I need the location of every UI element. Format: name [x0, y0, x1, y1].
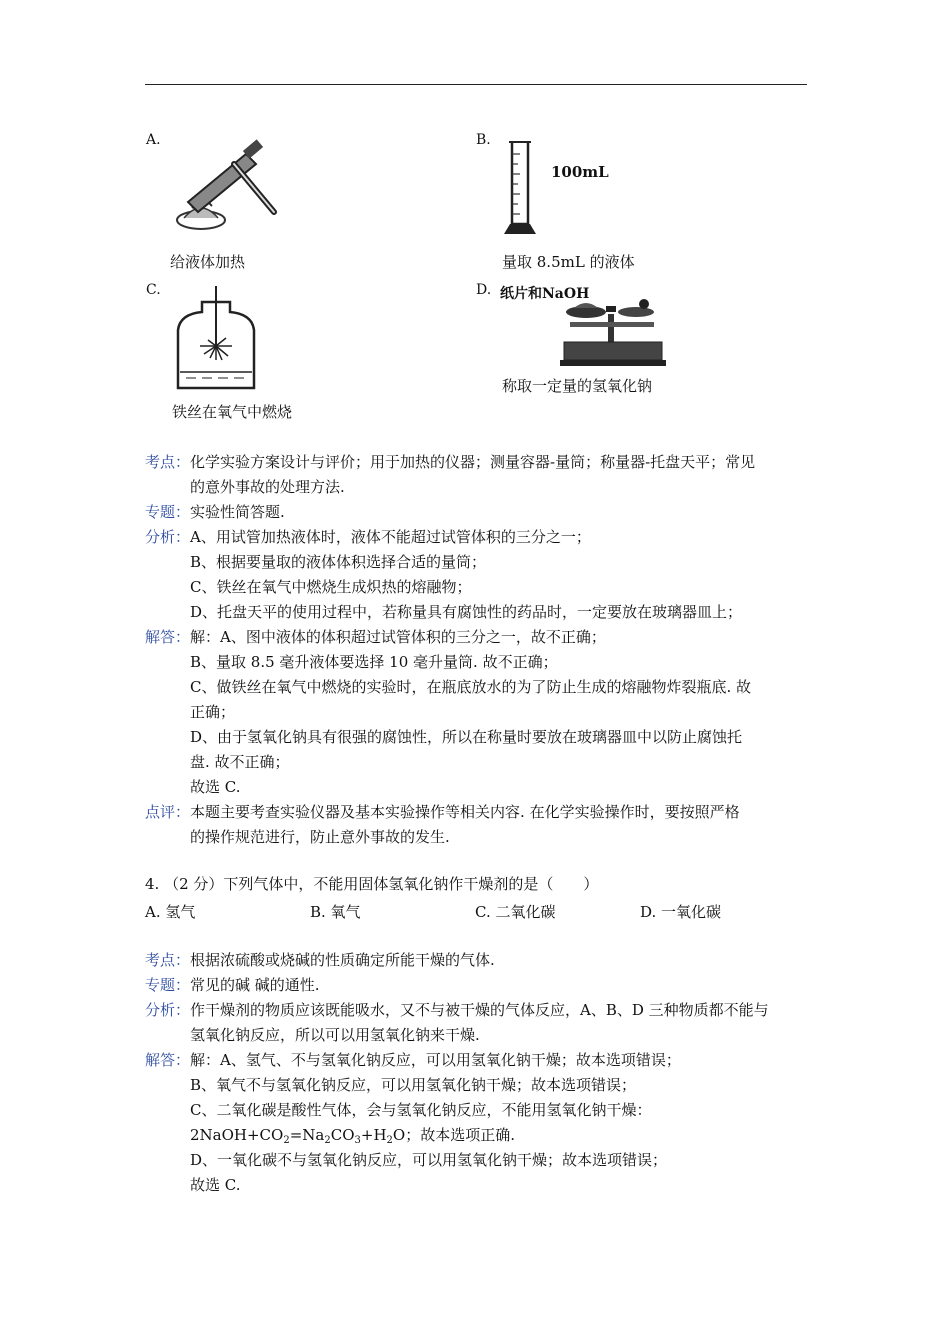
- option-d-letter: D.: [476, 282, 492, 298]
- q3-fenxi-line-1: 分析：A、用试管加热液体时，液体不能超过试管体积的三分之一；: [145, 528, 591, 546]
- graduated-cylinder-illustration: [500, 138, 610, 242]
- q3-dianping-line-1: 点评：本题主要考查实验仪器及基本实验操作等相关内容. 在化学实验操作时，要按照严格: [145, 803, 740, 821]
- iron-wire-burning-bottle-illustration: [172, 284, 272, 392]
- q4-option-c: C. 二氧化碳: [475, 903, 556, 921]
- q4-jieda-line-3: C、二氧化碳是酸性气体，会与氢氧化钠反应，不能用氢氧化钠干燥：: [190, 1101, 652, 1119]
- option-a-caption: 给液体加热: [170, 253, 246, 271]
- paper-naoh-label: 纸片和NaOH: [500, 286, 590, 302]
- option-b-letter: B.: [476, 132, 491, 148]
- q3-jieda-line-7: 故选 C.: [190, 778, 241, 796]
- q4-stem: 4. （2 分）下列气体中，不能用固体氢氧化钠作干燥剂的是（ ）: [145, 875, 599, 893]
- q4-fenxi-tag: 分析: [145, 1001, 176, 1019]
- option-c-caption: 铁丝在氧气中燃烧: [172, 403, 293, 421]
- q4-jieda-line-1: 解答：解：A、氢气、不与氢氧化钠反应，可以用氢氧化钠干燥；故本选项错误；: [145, 1051, 681, 1069]
- q4-option-d: D. 一氧化碳: [640, 903, 722, 921]
- q3-fenxi-line-3: C、铁丝在氧气中燃烧生成炽热的熔融物；: [190, 578, 472, 596]
- option-b-caption: 量取 8.5mL 的液体: [502, 253, 635, 271]
- cylinder-capacity-label: 100mL: [551, 163, 609, 181]
- q4-fenxi-line-1: 分析：作干燥剂的物质应该既能吸水，又不与被干燥的气体反应，A、B、D 三种物质都不能与: [145, 1001, 769, 1019]
- q3-dianping-line-2: 的操作规范进行，防止意外事故的发生.: [190, 828, 450, 846]
- q4-option-b: B. 氧气: [310, 903, 361, 921]
- q3-kaodian-tag: 考点: [145, 453, 176, 471]
- q3-zhuanti-tag: 专题: [145, 503, 176, 521]
- q3-kaodian-line-2: 的意外事故的处理方法.: [190, 478, 345, 496]
- q4-kaodian-tag: 考点: [145, 951, 176, 969]
- q3-zhuanti-line: 专题：实验性简答题.: [145, 503, 285, 521]
- q4-chemical-equation: $2NaOH+CO_2=Na_2CO_3+H_2O$；故本选项正确.: [190, 1126, 515, 1146]
- header-rule: [145, 84, 807, 85]
- heating-test-tube-illustration: [168, 138, 308, 238]
- q4-kaodian-line: 考点：根据浓硫酸或烧碱的性质确定所能干燥的气体.: [145, 951, 495, 969]
- q3-fenxi-line-4: D、托盘天平的使用过程中，若称量具有腐蚀性的药品时，一定要放在玻璃器皿上；: [190, 603, 743, 621]
- q3-jieda-line-3: C、做铁丝在氧气中燃烧的实验时，在瓶底放水的为了防止生成的熔融物炸裂瓶底. 故: [190, 678, 752, 696]
- q3-jieda-line-2: B、量取 8.5 毫升液体要选择 10 毫升量筒. 故不正确；: [190, 653, 558, 671]
- q4-zhuanti-line: 专题：常见的碱 碱的通性.: [145, 976, 320, 994]
- q4-fenxi-line-2: 氢氧化钠反应，所以可以用氢氧化钠来干燥.: [190, 1026, 480, 1044]
- q3-kaodian-line-1: 考点：化学实验方案设计与评价；用于加热的仪器；测量容器-量筒；称量器-托盘天平；常见: [145, 453, 756, 471]
- q4-jieda-tag: 解答: [145, 1051, 176, 1069]
- option-c-letter: C.: [146, 282, 161, 298]
- q3-jieda-line-6: 盘. 故不正确；: [190, 753, 290, 771]
- option-d-caption: 称取一定量的氢氧化钠: [502, 377, 653, 395]
- q3-dianping-tag: 点评: [145, 803, 176, 821]
- q4-option-a: A. 氢气: [145, 903, 196, 921]
- balance-scale-illustration: [560, 296, 670, 368]
- q3-jieda-tag: 解答: [145, 628, 176, 646]
- option-a-letter: A.: [146, 132, 161, 148]
- q3-jieda-line-4: 正确；: [190, 703, 236, 721]
- q3-fenxi-tag: 分析: [145, 528, 176, 546]
- q3-fenxi-line-2: B、根据要量取的液体体积选择合适的量筒；: [190, 553, 487, 571]
- q4-jieda-line-2: B、氧气不与氢氧化钠反应，可以用氢氧化钠干燥；故本选项错误；: [190, 1076, 637, 1094]
- q4-jieda-line-5: D、一氧化碳不与氢氧化钠反应，可以用氢氧化钠干燥；故本选项错误；: [190, 1151, 668, 1169]
- q3-jieda-line-5: D、由于氢氧化钠具有很强的腐蚀性，所以在称量时要放在玻璃器皿中以防止腐蚀托: [190, 728, 743, 746]
- q3-jieda-line-1: 解答：解：A、图中液体的体积超过试管体积的三分之一，故不正确；: [145, 628, 606, 646]
- q4-zhuanti-tag: 专题: [145, 976, 176, 994]
- q4-jieda-line-6: 故选 C.: [190, 1176, 241, 1194]
